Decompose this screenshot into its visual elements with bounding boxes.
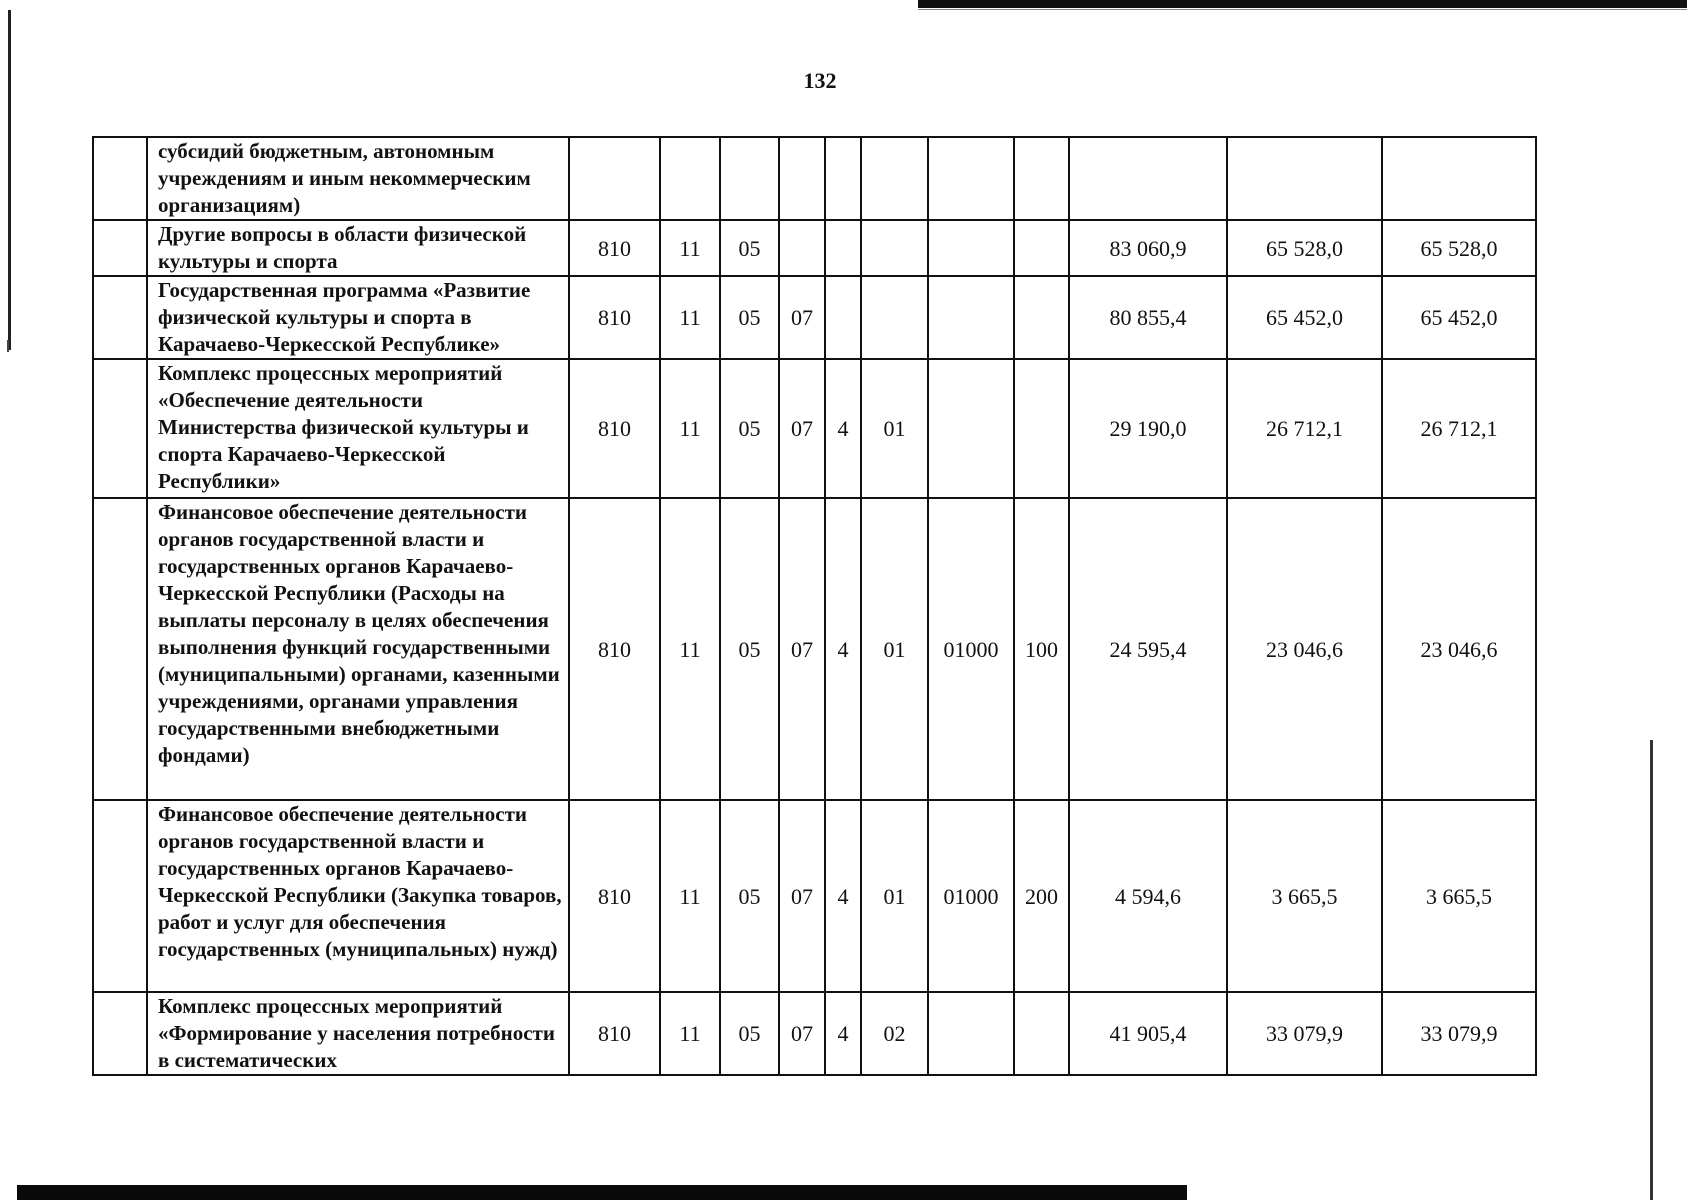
expense-type-cell: 100 <box>1014 498 1069 800</box>
type-cell: 4 <box>825 800 861 992</box>
podrazdel-cell: 05 <box>720 800 779 992</box>
table-row <box>93 800 1536 992</box>
amount-cell-2: 65 452,0 <box>1227 276 1382 359</box>
razdel-cell <box>660 137 720 220</box>
program-cell: 07 <box>779 992 825 1075</box>
amount-cell-1: 24 595,4 <box>1069 498 1227 800</box>
amount-cell-2: 23 046,6 <box>1227 498 1382 800</box>
row-index-cell <box>93 498 147 800</box>
direction-cell: 01000 <box>928 498 1014 800</box>
row-index-cell <box>93 800 147 992</box>
amount-cell-3: 65 528,0 <box>1382 220 1536 276</box>
amount-cell-3: 3 665,5 <box>1382 800 1536 992</box>
direction-cell <box>928 276 1014 359</box>
podrazdel-cell: 05 <box>720 276 779 359</box>
amount-cell-2 <box>1227 137 1382 220</box>
vedomstvo-cell: 810 <box>569 359 660 498</box>
scan-edge-top <box>918 0 1687 8</box>
podrazdel-cell: 05 <box>720 992 779 1075</box>
description-cell: Финансовое обеспечение деятельности органов государственной власти и государственных органов Карачаево-Черкесской Республики (Расходы на выплаты персоналу в целях обеспечения выполнения функций государственными (муниципальными) органами, казенными учреждениями, органами управления государственными внебюджетными фондами) <box>147 498 569 800</box>
scan-edge-top-thin <box>918 9 1687 10</box>
amount-cell-3 <box>1382 137 1536 220</box>
table-row <box>93 498 1536 800</box>
direction-cell: 01000 <box>928 800 1014 992</box>
table-row <box>93 220 1536 276</box>
expense-type-cell: 200 <box>1014 800 1069 992</box>
row-index-cell <box>93 992 147 1075</box>
vedomstvo-cell: 810 <box>569 800 660 992</box>
description-cell: Комплекс процессных мероприятий «Обеспечение деятельности Министерства физической культуры и спорта Карачаево-Черкесской Республики» <box>147 359 569 498</box>
subprogram-cell <box>861 220 928 276</box>
razdel-cell: 11 <box>660 359 720 498</box>
program-cell: 07 <box>779 498 825 800</box>
program-cell: 07 <box>779 359 825 498</box>
amount-cell-2: 65 528,0 <box>1227 220 1382 276</box>
podrazdel-cell <box>720 137 779 220</box>
subprogram-cell <box>861 137 928 220</box>
direction-cell <box>928 220 1014 276</box>
razdel-cell: 11 <box>660 498 720 800</box>
scan-edge-left-tick <box>7 340 9 352</box>
vedomstvo-cell <box>569 137 660 220</box>
amount-cell-2: 26 712,1 <box>1227 359 1382 498</box>
type-cell <box>825 276 861 359</box>
table-row <box>93 137 1536 220</box>
program-cell: 07 <box>779 276 825 359</box>
razdel-cell: 11 <box>660 276 720 359</box>
vedomstvo-cell: 810 <box>569 992 660 1075</box>
subprogram-cell: 02 <box>861 992 928 1075</box>
row-index-cell <box>93 359 147 498</box>
amount-cell-3: 26 712,1 <box>1382 359 1536 498</box>
type-cell: 4 <box>825 992 861 1075</box>
amount-cell-1: 41 905,4 <box>1069 992 1227 1075</box>
scan-edge-right <box>1650 740 1653 1200</box>
amount-cell-3: 23 046,6 <box>1382 498 1536 800</box>
description-cell: Комплекс процессных мероприятий «Формирование у населения потребности в систематических <box>147 992 569 1075</box>
description-cell: Финансовое обеспечение деятельности органов государственной власти и государственных органов Карачаево-Черкесской Республики (Закупка товаров, работ и услуг для обеспечения государственных (муниципальных) нужд) <box>147 800 569 992</box>
type-cell: 4 <box>825 359 861 498</box>
expense-type-cell <box>1014 137 1069 220</box>
amount-cell-3: 33 079,9 <box>1382 992 1536 1075</box>
podrazdel-cell: 05 <box>720 220 779 276</box>
razdel-cell: 11 <box>660 800 720 992</box>
amount-cell-2: 33 079,9 <box>1227 992 1382 1075</box>
row-index-cell <box>93 276 147 359</box>
podrazdel-cell: 05 <box>720 498 779 800</box>
subprogram-cell: 01 <box>861 498 928 800</box>
direction-cell <box>928 992 1014 1075</box>
row-index-cell <box>93 137 147 220</box>
type-cell: 4 <box>825 498 861 800</box>
scan-edge-bottom <box>17 1185 1187 1200</box>
table-row <box>93 276 1536 359</box>
page-number: 132 <box>803 68 837 93</box>
program-cell: 07 <box>779 800 825 992</box>
expense-type-cell <box>1014 359 1069 498</box>
row-index-cell <box>93 220 147 276</box>
table-row <box>93 359 1536 498</box>
scan-edge-left <box>8 10 11 350</box>
amount-cell-3: 65 452,0 <box>1382 276 1536 359</box>
direction-cell <box>928 137 1014 220</box>
vedomstvo-cell: 810 <box>569 220 660 276</box>
program-cell <box>779 220 825 276</box>
direction-cell <box>928 359 1014 498</box>
description-cell: Другие вопросы в области физической культуры и спорта <box>147 220 569 276</box>
type-cell <box>825 220 861 276</box>
amount-cell-1: 4 594,6 <box>1069 800 1227 992</box>
amount-cell-1: 80 855,4 <box>1069 276 1227 359</box>
budget-table <box>92 136 1537 1076</box>
expense-type-cell <box>1014 276 1069 359</box>
subprogram-cell: 01 <box>861 800 928 992</box>
expense-type-cell <box>1014 992 1069 1075</box>
description-cell: Государственная программа «Развитие физической культуры и спорта в Карачаево-Черкесской Республике» <box>147 276 569 359</box>
razdel-cell: 11 <box>660 992 720 1075</box>
expense-type-cell <box>1014 220 1069 276</box>
description-cell: субсидий бюджетным, автономным учреждениям и иным некоммерческим организациям) <box>147 137 569 220</box>
podrazdel-cell: 05 <box>720 359 779 498</box>
razdel-cell: 11 <box>660 220 720 276</box>
program-cell <box>779 137 825 220</box>
subprogram-cell: 01 <box>861 359 928 498</box>
table-row <box>93 992 1536 1075</box>
vedomstvo-cell: 810 <box>569 276 660 359</box>
subprogram-cell <box>861 276 928 359</box>
vedomstvo-cell: 810 <box>569 498 660 800</box>
amount-cell-2: 3 665,5 <box>1227 800 1382 992</box>
amount-cell-1: 83 060,9 <box>1069 220 1227 276</box>
type-cell <box>825 137 861 220</box>
amount-cell-1 <box>1069 137 1227 220</box>
amount-cell-1: 29 190,0 <box>1069 359 1227 498</box>
